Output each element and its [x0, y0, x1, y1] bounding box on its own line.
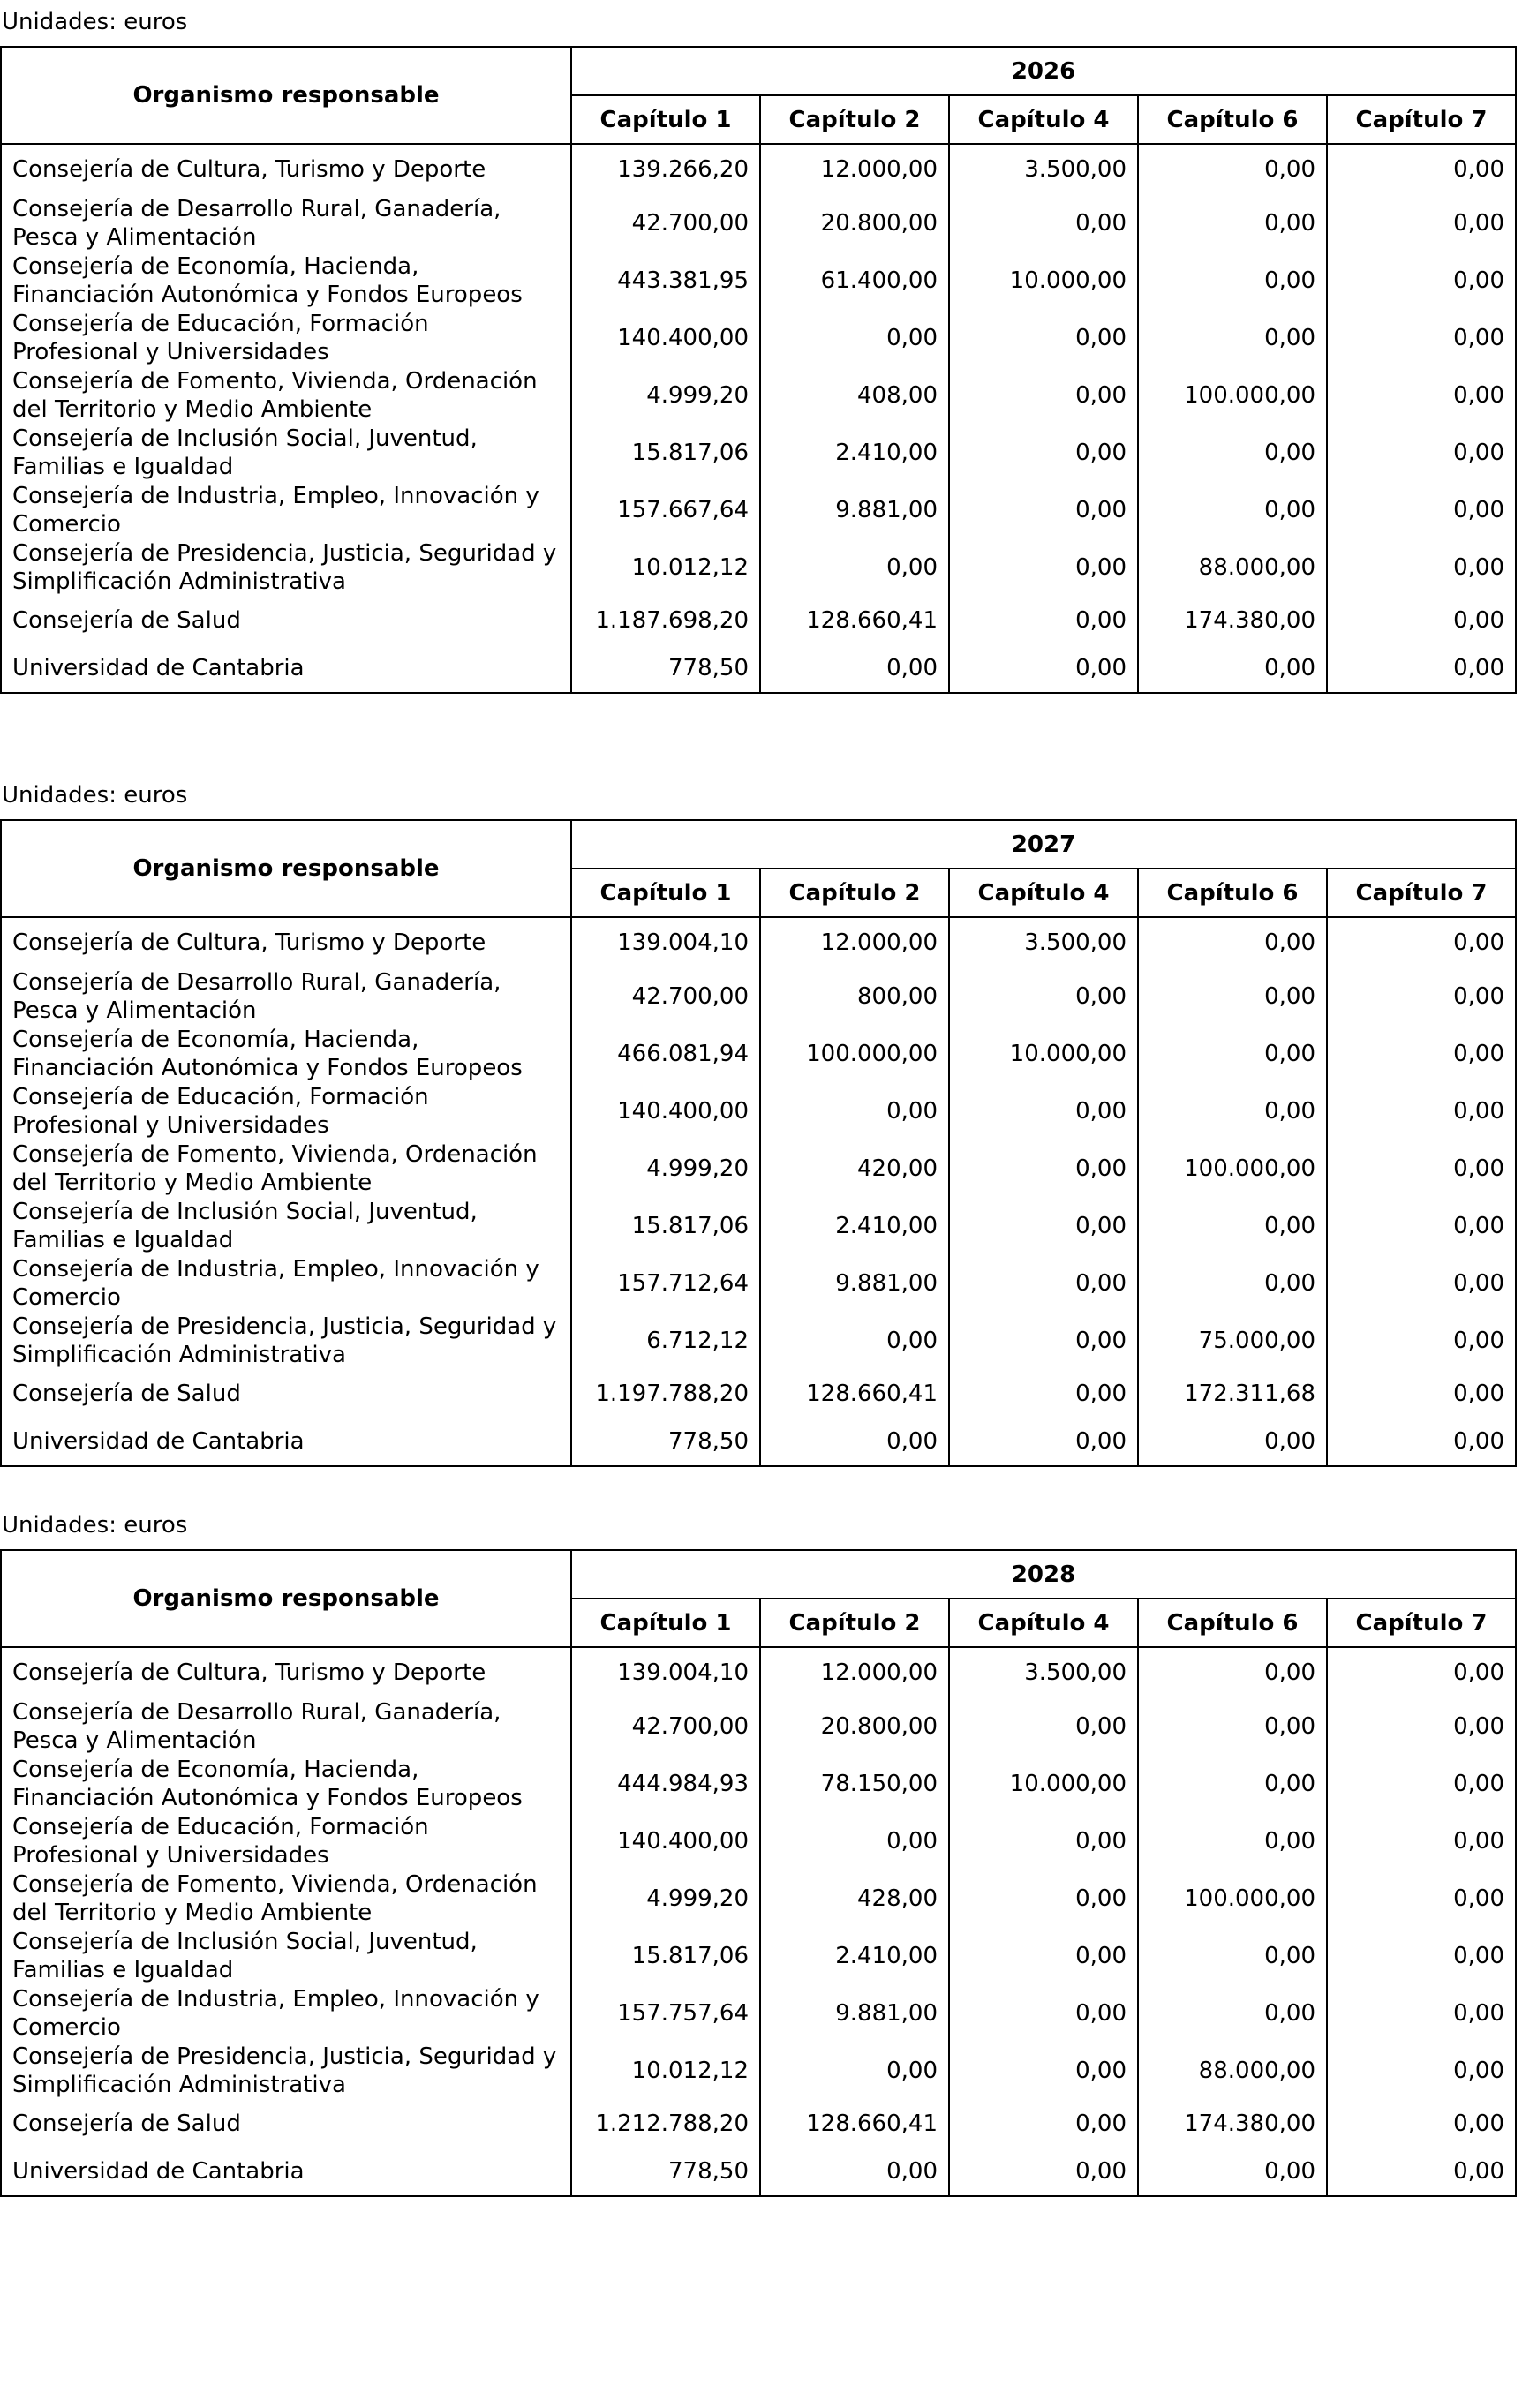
amount-cell: 0,00 — [949, 1927, 1138, 1984]
amount-cell: 428,00 — [760, 1870, 949, 1927]
org-name-cell: Consejería de Inclusión Social, Juventud, Familias e Igualdad — [1, 1197, 571, 1254]
units-label: Unidades: euros — [2, 9, 188, 35]
chapter-column-header: Capítulo 4 — [949, 95, 1138, 144]
amount-cell: 42.700,00 — [571, 1697, 760, 1755]
amount-cell: 0,00 — [1327, 1697, 1516, 1755]
org-name-cell: Consejería de Economía, Hacienda, Financiación Autonómica y Fondos Europeos — [1, 252, 571, 309]
amount-cell: 0,00 — [760, 2148, 949, 2196]
amount-cell: 420,00 — [760, 1140, 949, 1197]
amount-cell: 0,00 — [949, 2042, 1138, 2099]
org-name-cell: Consejería de Economía, Hacienda, Financiación Autonómica y Fondos Europeos — [1, 1755, 571, 1812]
budget-section-2027 — [0, 782, 1522, 1467]
amount-cell: 0,00 — [1327, 644, 1516, 693]
table-row — [1, 366, 1516, 424]
chapter-column-header: Capítulo 4 — [949, 1599, 1138, 1647]
amount-cell: 0,00 — [1327, 1870, 1516, 1927]
amount-cell: 2.410,00 — [760, 424, 949, 481]
amount-cell: 0,00 — [949, 366, 1138, 424]
amount-cell: 3.500,00 — [949, 144, 1138, 194]
table-row — [1, 1312, 1516, 1369]
amount-cell: 0,00 — [1327, 2099, 1516, 2148]
amount-cell: 9.881,00 — [760, 1254, 949, 1312]
amount-cell: 172.311,68 — [1138, 1369, 1327, 1418]
chapter-column-header: Capítulo 4 — [949, 869, 1138, 917]
org-name-cell: Consejería de Economía, Hacienda, Financiación Autonómica y Fondos Europeos — [1, 1025, 571, 1082]
amount-cell: 100.000,00 — [1138, 366, 1327, 424]
org-name-cell: Consejería de Presidencia, Justicia, Seguridad y Simplificación Administrativa — [1, 1312, 571, 1369]
amount-cell: 0,00 — [1327, 194, 1516, 252]
amount-cell: 443.381,95 — [571, 252, 760, 309]
amount-cell: 0,00 — [949, 194, 1138, 252]
budget-section-2028 — [0, 1512, 1522, 2197]
amount-cell: 0,00 — [1327, 1025, 1516, 1082]
amount-cell: 0,00 — [949, 596, 1138, 644]
chapter-column-header: Capítulo 1 — [571, 869, 760, 917]
amount-cell: 0,00 — [760, 309, 949, 366]
table-row — [1, 309, 1516, 366]
amount-cell: 75.000,00 — [1138, 1312, 1327, 1369]
table-row — [1, 644, 1516, 693]
org-name-cell: Consejería de Cultura, Turismo y Deporte — [1, 144, 571, 194]
amount-cell: 0,00 — [1327, 1647, 1516, 1697]
chapter-column-header: Capítulo 2 — [760, 95, 949, 144]
org-name-cell: Consejería de Inclusión Social, Juventud, Familias e Igualdad — [1, 1927, 571, 1984]
amount-cell: 0,00 — [1327, 309, 1516, 366]
amount-cell: 0,00 — [1327, 1812, 1516, 1870]
amount-cell: 6.712,12 — [571, 1312, 760, 1369]
amount-cell: 2.410,00 — [760, 1927, 949, 1984]
amount-cell: 0,00 — [949, 1312, 1138, 1369]
amount-cell: 0,00 — [1138, 1647, 1327, 1697]
table-row — [1, 144, 1516, 194]
amount-cell: 20.800,00 — [760, 1697, 949, 1755]
units-label: Unidades: euros — [2, 1512, 188, 1539]
amount-cell: 3.500,00 — [949, 917, 1138, 967]
amount-cell: 12.000,00 — [760, 144, 949, 194]
table-row — [1, 194, 1516, 252]
org-name-cell: Consejería de Presidencia, Justicia, Seguridad y Simplificación Administrativa — [1, 538, 571, 596]
org-name-cell: Consejería de Industria, Empleo, Innovación y Comercio — [1, 481, 571, 538]
org-name-cell: Universidad de Cantabria — [1, 644, 571, 693]
amount-cell: 88.000,00 — [1138, 2042, 1327, 2099]
org-name-cell: Consejería de Industria, Empleo, Innovación y Comercio — [1, 1984, 571, 2042]
chapter-column-header: Capítulo 2 — [760, 869, 949, 917]
year-header: 2026 — [571, 47, 1516, 95]
amount-cell: 157.757,64 — [571, 1984, 760, 2042]
amount-cell: 0,00 — [1327, 1082, 1516, 1140]
chapter-column-header: Capítulo 6 — [1138, 1599, 1327, 1647]
chapter-column-header: Capítulo 1 — [571, 95, 760, 144]
amount-cell: 3.500,00 — [949, 1647, 1138, 1697]
amount-cell: 4.999,20 — [571, 366, 760, 424]
amount-cell: 0,00 — [1138, 1927, 1327, 1984]
amount-cell: 0,00 — [1138, 1197, 1327, 1254]
amount-cell: 174.380,00 — [1138, 2099, 1327, 2148]
amount-cell: 10.000,00 — [949, 1025, 1138, 1082]
amount-cell: 0,00 — [1138, 1697, 1327, 1755]
table-row — [1, 424, 1516, 481]
amount-cell: 0,00 — [949, 538, 1138, 596]
amount-cell: 0,00 — [760, 644, 949, 693]
amount-cell: 0,00 — [1327, 538, 1516, 596]
org-name-cell: Consejería de Fomento, Vivienda, Ordenación del Territorio y Medio Ambiente — [1, 366, 571, 424]
amount-cell: 157.712,64 — [571, 1254, 760, 1312]
amount-cell: 0,00 — [949, 1254, 1138, 1312]
table-row — [1, 2042, 1516, 2099]
amount-cell: 0,00 — [949, 1140, 1138, 1197]
org-name-cell: Consejería de Desarrollo Rural, Ganadería, Pesca y Alimentación — [1, 1697, 571, 1755]
amount-cell: 0,00 — [1138, 1984, 1327, 2042]
amount-cell: 778,50 — [571, 644, 760, 693]
amount-cell: 0,00 — [760, 1082, 949, 1140]
amount-cell: 0,00 — [1327, 596, 1516, 644]
amount-cell: 0,00 — [1138, 194, 1327, 252]
amount-cell: 15.817,06 — [571, 1927, 760, 1984]
org-column-header: Organismo responsable — [1, 820, 571, 917]
amount-cell: 0,00 — [1327, 2042, 1516, 2099]
org-name-cell: Consejería de Educación, Formación Profesional y Universidades — [1, 1812, 571, 1870]
table-row — [1, 1369, 1516, 1418]
year-header: 2028 — [571, 1550, 1516, 1599]
amount-cell: 140.400,00 — [571, 309, 760, 366]
amount-cell: 42.700,00 — [571, 194, 760, 252]
amount-cell: 9.881,00 — [760, 481, 949, 538]
org-name-cell: Consejería de Fomento, Vivienda, Ordenación del Territorio y Medio Ambiente — [1, 1140, 571, 1197]
table-row — [1, 2148, 1516, 2196]
units-label: Unidades: euros — [2, 782, 188, 809]
org-name-cell: Consejería de Educación, Formación Profesional y Universidades — [1, 1082, 571, 1140]
amount-cell: 0,00 — [1327, 424, 1516, 481]
budget-table-2028 — [0, 1549, 1517, 2197]
amount-cell: 0,00 — [1138, 144, 1327, 194]
org-name-cell: Consejería de Desarrollo Rural, Ganadería, Pesca y Alimentación — [1, 194, 571, 252]
org-name-cell: Consejería de Cultura, Turismo y Deporte — [1, 917, 571, 967]
amount-cell: 10.000,00 — [949, 1755, 1138, 1812]
amount-cell: 0,00 — [1327, 1927, 1516, 1984]
amount-cell: 466.081,94 — [571, 1025, 760, 1082]
amount-cell: 0,00 — [1138, 309, 1327, 366]
table-row — [1, 538, 1516, 596]
amount-cell: 10.012,12 — [571, 2042, 760, 2099]
chapter-column-header: Capítulo 1 — [571, 1599, 760, 1647]
amount-cell: 12.000,00 — [760, 917, 949, 967]
amount-cell: 0,00 — [949, 2099, 1138, 2148]
amount-cell: 0,00 — [949, 644, 1138, 693]
amount-cell: 157.667,64 — [571, 481, 760, 538]
amount-cell: 0,00 — [1327, 917, 1516, 967]
amount-cell: 0,00 — [760, 1812, 949, 1870]
amount-cell: 0,00 — [1138, 917, 1327, 967]
amount-cell: 0,00 — [1327, 1140, 1516, 1197]
amount-cell: 0,00 — [1138, 1755, 1327, 1812]
year-header: 2027 — [571, 820, 1516, 869]
org-name-cell: Consejería de Inclusión Social, Juventud, Familias e Igualdad — [1, 424, 571, 481]
org-column-header: Organismo responsable — [1, 47, 571, 144]
amount-cell: 0,00 — [949, 1812, 1138, 1870]
amount-cell: 61.400,00 — [760, 252, 949, 309]
amount-cell: 0,00 — [760, 538, 949, 596]
chapter-column-header: Capítulo 7 — [1327, 1599, 1516, 1647]
amount-cell: 0,00 — [1138, 1812, 1327, 1870]
chapter-column-header: Capítulo 6 — [1138, 869, 1327, 917]
org-name-cell: Consejería de Salud — [1, 1369, 571, 1418]
org-name-cell: Consejería de Presidencia, Justicia, Seguridad y Simplificación Administrativa — [1, 2042, 571, 2099]
amount-cell: 778,50 — [571, 2148, 760, 2196]
amount-cell: 10.000,00 — [949, 252, 1138, 309]
amount-cell: 100.000,00 — [760, 1025, 949, 1082]
org-name-cell: Universidad de Cantabria — [1, 2148, 571, 2196]
org-name-cell: Universidad de Cantabria — [1, 1418, 571, 1466]
table-row — [1, 1870, 1516, 1927]
amount-cell: 128.660,41 — [760, 2099, 949, 2148]
amount-cell: 15.817,06 — [571, 1197, 760, 1254]
amount-cell: 88.000,00 — [1138, 538, 1327, 596]
amount-cell: 800,00 — [760, 967, 949, 1025]
table-row — [1, 1197, 1516, 1254]
amount-cell: 78.150,00 — [760, 1755, 949, 1812]
table-row — [1, 917, 1516, 967]
amount-cell: 0,00 — [1327, 1755, 1516, 1812]
table-row — [1, 481, 1516, 538]
amount-cell: 0,00 — [949, 967, 1138, 1025]
org-name-cell: Consejería de Industria, Empleo, Innovación y Comercio — [1, 1254, 571, 1312]
amount-cell: 0,00 — [1138, 1254, 1327, 1312]
amount-cell: 0,00 — [1327, 2148, 1516, 2196]
table-row — [1, 1025, 1516, 1082]
amount-cell: 0,00 — [1327, 366, 1516, 424]
amount-cell: 139.266,20 — [571, 144, 760, 194]
budget-table-2026 — [0, 46, 1517, 694]
chapter-column-header: Capítulo 7 — [1327, 95, 1516, 144]
amount-cell: 0,00 — [1138, 481, 1327, 538]
amount-cell: 12.000,00 — [760, 1647, 949, 1697]
amount-cell: 0,00 — [1138, 2148, 1327, 2196]
amount-cell: 0,00 — [949, 424, 1138, 481]
table-row — [1, 596, 1516, 644]
org-name-cell: Consejería de Educación, Formación Profesional y Universidades — [1, 309, 571, 366]
amount-cell: 0,00 — [1327, 252, 1516, 309]
amount-cell: 1.187.698,20 — [571, 596, 760, 644]
amount-cell: 778,50 — [571, 1418, 760, 1466]
amount-cell: 0,00 — [1138, 1082, 1327, 1140]
amount-cell: 0,00 — [949, 1197, 1138, 1254]
table-row — [1, 1755, 1516, 1812]
org-name-cell: Consejería de Fomento, Vivienda, Ordenación del Territorio y Medio Ambiente — [1, 1870, 571, 1927]
amount-cell: 0,00 — [1327, 1418, 1516, 1466]
amount-cell: 0,00 — [1327, 481, 1516, 538]
amount-cell: 128.660,41 — [760, 1369, 949, 1418]
amount-cell: 0,00 — [1327, 1254, 1516, 1312]
amount-cell: 140.400,00 — [571, 1082, 760, 1140]
amount-cell: 0,00 — [949, 481, 1138, 538]
table-row — [1, 1984, 1516, 2042]
table-row — [1, 252, 1516, 309]
amount-cell: 20.800,00 — [760, 194, 949, 252]
budget-section-2026 — [0, 9, 1522, 694]
amount-cell: 139.004,10 — [571, 1647, 760, 1697]
amount-cell: 139.004,10 — [571, 917, 760, 967]
amount-cell: 1.197.788,20 — [571, 1369, 760, 1418]
amount-cell: 0,00 — [949, 1082, 1138, 1140]
amount-cell: 0,00 — [1138, 967, 1327, 1025]
amount-cell: 0,00 — [1327, 1369, 1516, 1418]
table-row — [1, 1927, 1516, 1984]
table-row — [1, 1418, 1516, 1466]
amount-cell: 0,00 — [1138, 1025, 1327, 1082]
chapter-column-header: Capítulo 7 — [1327, 869, 1516, 917]
amount-cell: 174.380,00 — [1138, 596, 1327, 644]
table-row — [1, 967, 1516, 1025]
amount-cell: 408,00 — [760, 366, 949, 424]
chapter-column-header: Capítulo 2 — [760, 1599, 949, 1647]
amount-cell: 0,00 — [760, 2042, 949, 2099]
amount-cell: 0,00 — [1327, 1984, 1516, 2042]
amount-cell: 42.700,00 — [571, 967, 760, 1025]
amount-cell: 0,00 — [949, 1870, 1138, 1927]
table-row — [1, 1254, 1516, 1312]
org-name-cell: Consejería de Desarrollo Rural, Ganadería, Pesca y Alimentación — [1, 967, 571, 1025]
amount-cell: 0,00 — [949, 1418, 1138, 1466]
table-row — [1, 1140, 1516, 1197]
amount-cell: 0,00 — [760, 1418, 949, 1466]
amount-cell: 4.999,20 — [571, 1140, 760, 1197]
amount-cell: 0,00 — [949, 309, 1138, 366]
amount-cell: 0,00 — [1327, 1197, 1516, 1254]
amount-cell: 128.660,41 — [760, 596, 949, 644]
amount-cell: 0,00 — [949, 1697, 1138, 1755]
amount-cell: 444.984,93 — [571, 1755, 760, 1812]
amount-cell: 100.000,00 — [1138, 1140, 1327, 1197]
amount-cell: 9.881,00 — [760, 1984, 949, 2042]
amount-cell: 0,00 — [1138, 252, 1327, 309]
amount-cell: 100.000,00 — [1138, 1870, 1327, 1927]
amount-cell: 0,00 — [1327, 967, 1516, 1025]
org-name-cell: Consejería de Salud — [1, 2099, 571, 2148]
amount-cell: 15.817,06 — [571, 424, 760, 481]
amount-cell: 2.410,00 — [760, 1197, 949, 1254]
org-name-cell: Consejería de Cultura, Turismo y Deporte — [1, 1647, 571, 1697]
chapter-column-header: Capítulo 6 — [1138, 95, 1327, 144]
table-row — [1, 1697, 1516, 1755]
amount-cell: 1.212.788,20 — [571, 2099, 760, 2148]
table-row — [1, 1082, 1516, 1140]
org-name-cell: Consejería de Salud — [1, 596, 571, 644]
amount-cell: 0,00 — [1138, 1418, 1327, 1466]
amount-cell: 0,00 — [949, 1984, 1138, 2042]
org-column-header: Organismo responsable — [1, 1550, 571, 1647]
budget-table-2027 — [0, 819, 1517, 1467]
table-row — [1, 2099, 1516, 2148]
amount-cell: 140.400,00 — [571, 1812, 760, 1870]
amount-cell: 0,00 — [949, 2148, 1138, 2196]
amount-cell: 0,00 — [760, 1312, 949, 1369]
amount-cell: 0,00 — [1327, 144, 1516, 194]
amount-cell: 0,00 — [1327, 1312, 1516, 1369]
table-row — [1, 1812, 1516, 1870]
amount-cell: 0,00 — [1138, 424, 1327, 481]
table-row — [1, 1647, 1516, 1697]
amount-cell: 0,00 — [1138, 644, 1327, 693]
amount-cell: 10.012,12 — [571, 538, 760, 596]
amount-cell: 4.999,20 — [571, 1870, 760, 1927]
amount-cell: 0,00 — [949, 1369, 1138, 1418]
